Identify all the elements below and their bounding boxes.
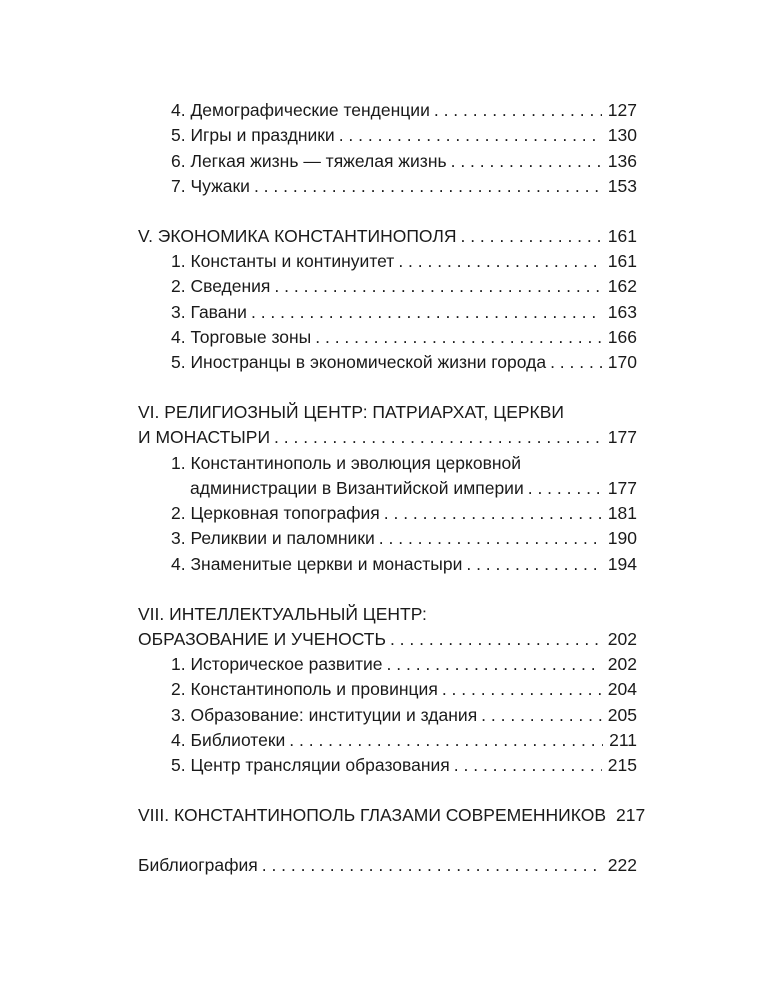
toc-subsection-entry[interactable]	[138, 300, 637, 325]
toc-page-number: 205	[607, 704, 637, 725]
toc-subsection-entry[interactable]	[138, 552, 637, 577]
toc-page-number: 194	[607, 553, 637, 574]
toc-entry-title: 3. Реликвии и паломники	[171, 528, 375, 549]
toc-section	[138, 853, 637, 878]
toc-page-number: 170	[607, 352, 637, 373]
dot-leader	[379, 526, 602, 551]
section-gap	[138, 375, 637, 400]
toc-page-number: 181	[607, 503, 637, 524]
section-gap	[138, 199, 637, 224]
toc-subsection-entry[interactable]	[138, 476, 637, 501]
toc-entry-title: 4. Знаменитые церкви и монастыри	[171, 553, 463, 574]
dot-leader	[262, 853, 602, 878]
section-gap	[138, 577, 637, 602]
toc-page-number: 177	[607, 427, 637, 448]
dot-leader	[339, 123, 602, 148]
toc-entry-title: 2. Сведения	[171, 276, 271, 297]
dot-leader	[466, 552, 601, 577]
toc-entry-title: 1. Константы и континуитет	[171, 250, 395, 271]
toc-subsection-entry[interactable]	[138, 728, 637, 753]
toc-subsection-entry[interactable]	[138, 350, 637, 375]
toc-entry-title: 5. Игры и праздники	[171, 125, 335, 146]
section-gap	[138, 779, 637, 804]
toc-entry-title: 3. Образование: институции и здания	[171, 704, 478, 725]
toc-page-number: 177	[607, 477, 637, 498]
table-of-contents	[138, 98, 646, 878]
dot-leader	[398, 249, 601, 274]
toc-chapter-entry[interactable]	[138, 425, 637, 450]
toc-entry-title: 5. Иностранцы в экономической жизни города	[171, 352, 547, 373]
toc-entry-title: 4. Библиотеки	[171, 730, 286, 751]
dot-leader	[434, 98, 602, 123]
dot-leader	[528, 476, 602, 501]
toc-entry-title: ОБРАЗОВАНИЕ И УЧЕНОСТЬ	[138, 628, 386, 649]
section-gap	[138, 828, 637, 853]
dot-leader	[251, 300, 602, 325]
toc-page-number: 190	[607, 528, 637, 549]
toc-entry-title: 6. Легкая жизнь — тяжелая жизнь	[171, 150, 447, 171]
dot-leader	[387, 652, 602, 677]
toc-page-number: 222	[607, 854, 637, 875]
toc-chapter-entry[interactable]	[138, 853, 637, 878]
toc-chapter-entry[interactable]	[138, 803, 646, 828]
dot-leader	[390, 627, 602, 652]
toc-subsection-entry[interactable]	[138, 501, 637, 526]
toc-subsection-entry[interactable]	[138, 652, 637, 677]
toc-entry-title: 5. Центр трансляции образования	[171, 755, 450, 776]
toc-entry-title: 2. Церковная топография	[171, 503, 380, 524]
toc-page-number: 166	[607, 326, 637, 347]
toc-page-number: 211	[609, 730, 637, 751]
dot-leader	[384, 501, 602, 526]
toc-section	[138, 98, 637, 199]
toc-section	[138, 602, 637, 779]
toc-chapter-entry[interactable]	[138, 602, 637, 627]
toc-subsection-entry[interactable]	[138, 174, 637, 199]
toc-subsection-entry[interactable]	[138, 249, 637, 274]
toc-subsection-entry[interactable]	[138, 753, 637, 778]
toc-subsection-entry[interactable]	[138, 149, 637, 174]
toc-page-number: 127	[607, 100, 637, 120]
toc-page-number: 163	[607, 301, 637, 322]
dot-leader	[481, 703, 602, 728]
toc-subsection-entry[interactable]	[138, 703, 637, 728]
toc-section	[138, 224, 637, 376]
toc-subsection-entry[interactable]	[138, 123, 637, 148]
toc-subsection-entry[interactable]	[138, 98, 637, 123]
toc-page-number: 161	[607, 225, 637, 246]
toc-entry-title: 1. Историческое развитие	[171, 654, 383, 675]
toc-entry-title: VIII. КОНСТАНТИНОПОЛЬ ГЛАЗАМИ СОВРЕМЕННИКОВ	[138, 805, 607, 826]
toc-page-number: 153	[607, 175, 637, 196]
dot-leader	[315, 325, 602, 350]
dot-leader	[451, 149, 602, 174]
toc-page-number: 217	[616, 805, 646, 826]
dot-leader	[442, 677, 602, 702]
toc-entry-title: И МОНАСТЫРИ	[138, 427, 271, 448]
toc-entry-title: VII. ИНТЕЛЛЕКТУАЛЬНЫЙ ЦЕНТР:	[138, 603, 427, 624]
toc-entry-title: V. ЭКОНОМИКА КОНСТАНТИНОПОЛЯ	[138, 225, 457, 246]
dot-leader	[460, 224, 601, 249]
toc-page-number: 215	[607, 755, 637, 776]
toc-entry-title: 1. Константинополь и эволюция церковной	[171, 452, 522, 473]
toc-page-number: 130	[607, 125, 637, 146]
toc-entry-title: 7. Чужаки	[171, 175, 250, 196]
dot-leader	[550, 350, 602, 375]
toc-subsection-entry[interactable]	[138, 677, 637, 702]
toc-entry-title: 4. Демографические тенденции	[171, 100, 430, 120]
toc-page-number: 202	[607, 628, 637, 649]
toc-entry-title: 3. Гавани	[171, 301, 247, 322]
toc-subsection-entry[interactable]	[138, 325, 637, 350]
toc-entry-title: 2. Константинополь и провинция	[171, 679, 438, 700]
dot-leader	[274, 425, 602, 450]
toc-chapter-entry[interactable]	[138, 224, 637, 249]
toc-entry-title: 4. Торговые зоны	[171, 326, 312, 347]
toc-page-number: 202	[607, 654, 637, 675]
toc-entry-title: администрации в Византийской империи	[190, 477, 524, 498]
toc-section	[138, 803, 646, 828]
dot-leader	[454, 753, 602, 778]
dot-leader	[289, 728, 603, 753]
toc-subsection-entry[interactable]	[138, 526, 637, 551]
toc-page-number: 136	[607, 150, 637, 171]
toc-page-number: 161	[607, 250, 637, 271]
toc-chapter-entry[interactable]	[138, 627, 637, 652]
toc-section	[138, 400, 637, 577]
toc-entry-title: Библиография	[138, 854, 258, 875]
toc-subsection-entry[interactable]	[138, 274, 637, 299]
dot-leader	[254, 174, 602, 199]
toc-entry-title: VI. РЕЛИГИОЗНЫЙ ЦЕНТР: ПАТРИАРХАТ, ЦЕРКВИ	[138, 401, 564, 422]
toc-page-number: 162	[607, 276, 637, 297]
dot-leader	[274, 274, 601, 299]
toc-subsection-entry[interactable]	[138, 451, 637, 476]
toc-page-number: 204	[607, 679, 637, 700]
toc-chapter-entry[interactable]	[138, 400, 637, 425]
